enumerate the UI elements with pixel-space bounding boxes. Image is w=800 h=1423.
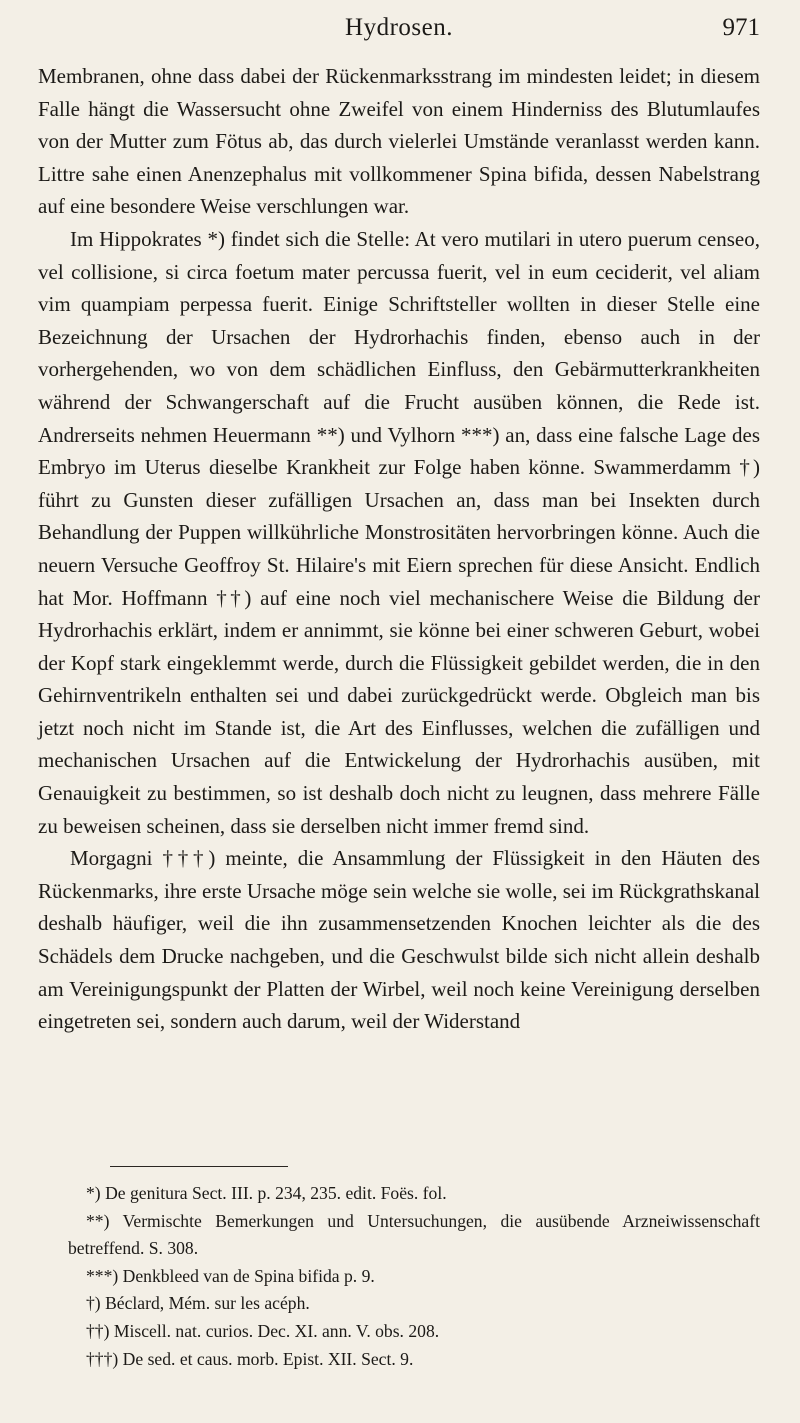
footnote-mark: ***) bbox=[86, 1265, 119, 1286]
running-title: Hydrosen. bbox=[345, 14, 453, 41]
footnote bbox=[38, 1263, 760, 1291]
footnote-text: Miscell. nat. curios. Dec. XI. ann. V. obs. 208. bbox=[113, 1320, 440, 1341]
footnote-text: Béclard, Mém. sur les acéph. bbox=[105, 1293, 310, 1314]
footnote-mark: †††) bbox=[86, 1348, 119, 1369]
page-number: 971 bbox=[722, 14, 760, 41]
footnotes bbox=[38, 1180, 760, 1373]
footnote-mark: ††) bbox=[86, 1320, 110, 1341]
footnote-mark: **) bbox=[86, 1210, 110, 1231]
paragraph: Im Hippokrates *) findet sich die Stelle: At vero mutilari in utero puerum censeo, vel collisione, si circa foetum mater percussa fuerit, vel in eum ceciderit, vel aliam vim quampiam perpessa fuerit. Einige Schriftsteller wollten in dieser Stelle eine Bezeichnung der Ursachen der Hydrorhachis finden, ebenso auch in der vorhergehenden, wo von dem schädlichen Einfluss, den Gebärmutterkrankheiten während der Schwangerschaft auf die Frucht ausüben können, die Rede ist. Andrerseits nehmen Heuermann **) und Vylhorn ***) an, dass eine falsche Lage des Embryo im Uterus dieselbe Krankheit zur Folge haben könne. Swammerdamm †) führt zu Gunsten dieser zufälligen Ursachen an, dass man bei Insekten durch Behandlung der Puppen willkührliche Monstrositäten hervorbringen könne. Auch die neuern Versuche Geoffroy St. Hilaire's mit Eiern sprechen für diese Ansicht. Endlich hat Mor. Hoffmann ††) auf eine noch viel mechanischere Weise die Bildung der Hydrorhachis erklärt, indem er annimmt, sie könne bei einer schweren Geburt, wobei der Kopf stark eingeklemmt werde, durch die Flüssigkeit gebildet werden, die in den Gehirnventrikeln enthalten sei und dabei zurückgedrückt werde. Obgleich man bis jetzt noch nicht im Stande ist, die Art des Einflusses, welchen die zufälligen und mechanischen Ursachen auf die Entwickelung der Hydrorhachis ausüben, mit Genauigkeit zu bestimmen, so ist deshalb doch nicht zu leugnen, dass mehrere Fälle zu beweisen scheinen, dass sie derselben nicht immer fremd sind. bbox=[38, 226, 760, 838]
book-page bbox=[38, 0, 760, 1423]
page-header bbox=[38, 14, 760, 48]
footnote bbox=[38, 1290, 760, 1318]
footnote-text: De sed. et caus. morb. Epist. XII. Sect. 9. bbox=[122, 1348, 414, 1369]
paragraph: Membranen, ohne dass dabei der Rückenmarksstrang im mindesten leidet; in diesem Falle hängt die Wassersucht ohne Zweifel von einem Hinderniss des Blutumlaufes von der Mutter zum Fötus ab, das durch vielerlei Umstände veranlasst werden kann. Littre sahe einen Anenzephalus mit vollkommener Spina bifida, dessen Nabelstrang auf eine besondere Weise verschlungen war. bbox=[38, 64, 760, 219]
footnote-text: Denkbleed van de Spina bifida p. 9. bbox=[122, 1265, 375, 1286]
main-text bbox=[38, 60, 760, 1038]
footnote-text: Vermischte Bemerkungen und Untersuchungen, die ausübende Arzneiwissenschaft betreffend. S. 308. bbox=[68, 1210, 760, 1259]
footnote-text: De genitura Sect. III. p. 234, 235. edit. Foës. fol. bbox=[105, 1183, 447, 1203]
footnote-mark: *) bbox=[86, 1183, 101, 1203]
footnote bbox=[38, 1346, 760, 1374]
footnote bbox=[38, 1208, 760, 1263]
footnote-mark: †) bbox=[86, 1293, 101, 1314]
paragraph: Morgagni †††) meinte, die Ansammlung der Flüssigkeit in den Häuten des Rückenmarks, ihre erste Ursache möge sein welche sie wolle, sei im Rückgrathskanal deshalb häufiger, weil die ihn zusammensetzenden Knochen leichter als die des Schädels dem Drucke nachgeben, und die Geschwulst bilde sich nicht allein deshalb am Vereinigungspunkt der Platten der Wirbel, weil noch keine Vereinigung derselben eingetreten sei, sondern auch darum, weil der Widerstand bbox=[38, 846, 760, 1034]
footnote bbox=[38, 1180, 760, 1208]
footnote-separator bbox=[110, 1166, 288, 1167]
footnote bbox=[38, 1318, 760, 1346]
